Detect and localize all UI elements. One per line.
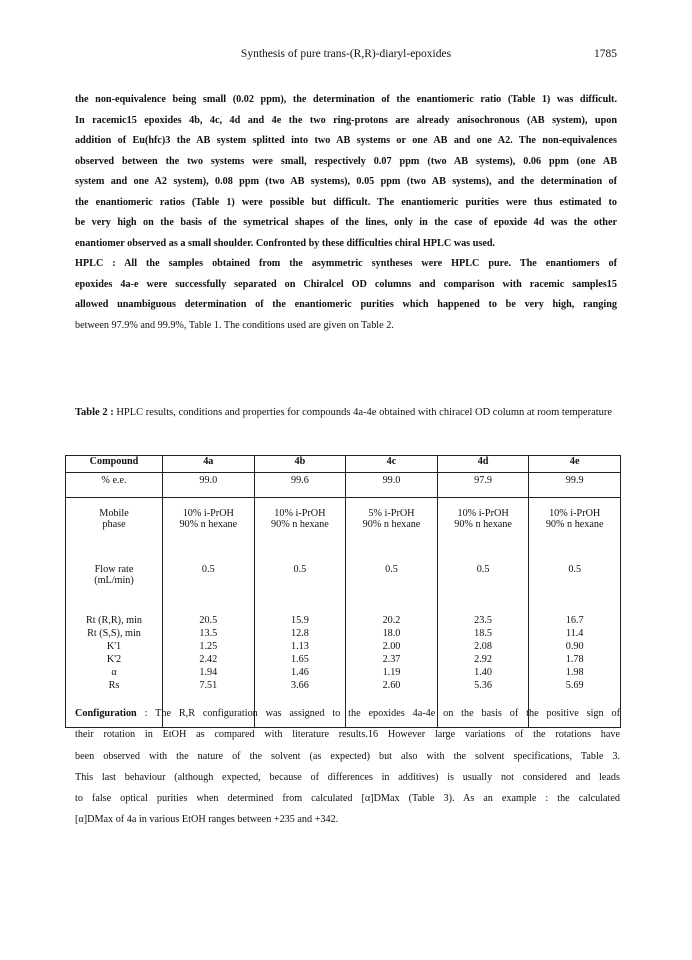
configuration-heading: Configuration bbox=[75, 708, 137, 719]
table-cell: 0.5 bbox=[529, 550, 621, 614]
table-row bbox=[66, 640, 621, 653]
table-cell: 10% i-PrOH 90% n hexane bbox=[163, 498, 255, 551]
text-line: the enantiomeric ratios (Table 1) were possible but difficult. The enantiomeric purities were thus estimated to bbox=[75, 196, 617, 208]
table-row bbox=[66, 627, 621, 640]
nmr-paragraph bbox=[75, 90, 617, 254]
table-cell: 1.19 bbox=[346, 666, 438, 679]
text-line: to false optical purities when determined from calculated [α]DMax (Table 3). As an example : the calculated bbox=[75, 793, 620, 805]
header-cell: 4c bbox=[346, 456, 438, 473]
row-label: K'1 bbox=[66, 640, 163, 653]
table-cell: 99.0 bbox=[346, 473, 438, 498]
text-line: allowed unambiguous determination of the enantiomeric purities which happened to be very high, ranging bbox=[75, 299, 617, 310]
table-cell: 16.7 bbox=[529, 614, 621, 627]
text-line: This last behaviour (although expected, because of differences in additives) is usually not considered and leads bbox=[75, 771, 620, 783]
table-cell: 18.5 bbox=[437, 627, 529, 640]
table-row bbox=[66, 666, 621, 679]
table-cell: 1.65 bbox=[254, 653, 346, 666]
table-cell: 0.5 bbox=[163, 550, 255, 614]
table-cell: 2.00 bbox=[346, 640, 438, 653]
table-cell: 1.13 bbox=[254, 640, 346, 653]
hplc-heading: HPLC bbox=[75, 258, 104, 269]
row-label: α bbox=[66, 666, 163, 679]
row-label: Rs bbox=[66, 679, 163, 728]
table-cell: 5.69 bbox=[529, 679, 621, 728]
table-cell: 99.6 bbox=[254, 473, 346, 498]
table-cell: 2.42 bbox=[163, 653, 255, 666]
header-cell: 4a bbox=[163, 456, 255, 473]
table-cell: 0.5 bbox=[254, 550, 346, 614]
header-cell: 4d bbox=[437, 456, 529, 473]
table-cell: 1.98 bbox=[529, 666, 621, 679]
table-cell: 18.0 bbox=[346, 627, 438, 640]
table-caption bbox=[75, 407, 620, 420]
page-header bbox=[75, 48, 617, 64]
text-line: epoxides 4a-e were successfully separated on Chiralcel OD columns and comparison with racemic samples15 bbox=[75, 278, 617, 290]
table-cell: 12.8 bbox=[254, 627, 346, 640]
text-line: been observed with the nature of the solvent (as expected) but also with the solvent specifications, Table 3. bbox=[75, 750, 620, 762]
table-cell: 0.5 bbox=[437, 550, 529, 614]
text-line: system and one A2 system), 0.08 ppm (two AB systems), 0.05 ppm (two AB systems), and the determination of bbox=[75, 176, 617, 187]
text-line: observed between the two systems were small, respectively 0.07 ppm (two AB systems), 0.06 ppm (one AB bbox=[75, 155, 617, 167]
table-row bbox=[66, 653, 621, 666]
header-cell: 4e bbox=[529, 456, 621, 473]
table-cell: 13.5 bbox=[163, 627, 255, 640]
table-cell: 5.36 bbox=[437, 679, 529, 728]
table-cell: 0.90 bbox=[529, 640, 621, 653]
row-label: K'2 bbox=[66, 653, 163, 666]
row-label: Mobile phase bbox=[66, 498, 163, 551]
table-row bbox=[66, 473, 621, 498]
table-cell: 3.66 bbox=[254, 679, 346, 728]
table-row bbox=[66, 614, 621, 627]
table-cell: 99.9 bbox=[529, 473, 621, 498]
table-cell: 15.9 bbox=[254, 614, 346, 627]
row-label: Rt (S,S), min bbox=[66, 627, 163, 640]
table-cell: 10% i-PrOH 90% n hexane bbox=[529, 498, 621, 551]
text-line: : The R,R configuration was assigned to the epoxides 4a-4e on the basis of the positive sign of bbox=[136, 708, 620, 719]
text-line: their rotation in EtOH as compared with literature results.16 However large variations of the rotations have bbox=[75, 729, 620, 741]
running-title: Synthesis of pure trans-(R,R)-diaryl-epoxides bbox=[240, 48, 452, 60]
table-cell: 20.5 bbox=[163, 614, 255, 627]
table-cell: 10% i-PrOH 90% n hexane bbox=[437, 498, 529, 551]
table-cell: 99.0 bbox=[163, 473, 255, 498]
table-cell: 1.46 bbox=[254, 666, 346, 679]
table-row bbox=[66, 550, 621, 614]
table-cell: 2.92 bbox=[437, 653, 529, 666]
row-label: % e.e. bbox=[66, 473, 163, 498]
configuration-paragraph bbox=[75, 703, 620, 831]
table-cell: 23.5 bbox=[437, 614, 529, 627]
table-cell: 97.9 bbox=[437, 473, 529, 498]
table-cell: 1.25 bbox=[163, 640, 255, 653]
table-cell: 0.5 bbox=[346, 550, 438, 614]
hplc-paragraph bbox=[75, 254, 617, 336]
page-number: 1785 bbox=[594, 48, 617, 60]
table-cell: 1.94 bbox=[163, 666, 255, 679]
text-line: enantiomer observed as a small shoulder. Confronted by these difficulties chiral HPLC was used. bbox=[75, 237, 496, 249]
table-cell: 1.78 bbox=[529, 653, 621, 666]
table-header-row bbox=[66, 456, 621, 473]
text-line: the non-equivalence being small (0.02 ppm), the determination of the enantiomeric ratio (Table 1) was difficult. bbox=[75, 94, 617, 105]
table-cell: 2.37 bbox=[346, 653, 438, 666]
table-cell: 10% i-PrOH 90% n hexane bbox=[254, 498, 346, 551]
table-cell: 5% i-PrOH 90% n hexane bbox=[346, 498, 438, 551]
text-line: : All the samples obtained from the asymmetric syntheses were HPLC pure. The enantiomers of bbox=[103, 258, 617, 269]
text-line: between 97.9% and 99.9%, Table 1. The conditions used are given on Table 2. bbox=[75, 319, 394, 331]
table-cell: 11.4 bbox=[529, 627, 621, 640]
text-line: be very high on the basis of the symetrical shapes of the lines, only in the case of epoxide 4d was the other bbox=[75, 217, 617, 228]
table-cell: 7.51 bbox=[163, 679, 255, 728]
row-label: Rt (R,R), min bbox=[66, 614, 163, 627]
caption-label: Table 2 : bbox=[75, 407, 114, 418]
text-line: addition of Eu(hfc)3 the AB system splitted into two AB systems or one AB and one A2. The non-equivalences bbox=[75, 135, 617, 146]
caption-text: HPLC results, conditions and properties for compounds 4a-4e obtained with chiracel OD column at room temperature bbox=[113, 407, 613, 418]
table-cell: 20.2 bbox=[346, 614, 438, 627]
hplc-table bbox=[65, 455, 621, 728]
table-cell: 2.60 bbox=[346, 679, 438, 728]
table-row bbox=[66, 498, 621, 551]
table-cell: 1.40 bbox=[437, 666, 529, 679]
text-line: [α]DMax of 4a in various EtOH ranges between +235 and +342. bbox=[75, 814, 339, 826]
row-label: Flow rate (mL/min) bbox=[66, 550, 163, 614]
header-cell: 4b bbox=[254, 456, 346, 473]
header-cell: Compound bbox=[66, 456, 163, 473]
table-cell: 2.08 bbox=[437, 640, 529, 653]
text-line: In racemic15 epoxides 4b, 4c, 4d and 4e the two ring-protons are already anisochronous (AB system), upon bbox=[75, 114, 617, 126]
